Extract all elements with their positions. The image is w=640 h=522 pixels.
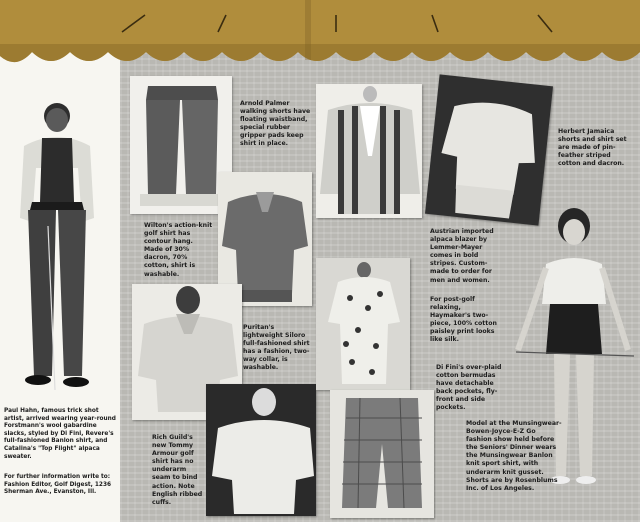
jamaica-shorts-and-shirt-photo — [425, 74, 553, 225]
wilton-golf-shirt-caption: Wilton's action-knit golf shirt has contour hang. Made of 30% dacron, 70% cotton, shirt is washable. — [144, 222, 213, 278]
haymaker-paisley-caption: For post-golf relaxing, Haymaker's two-piece, 100% cotton paisley print looks like silk. — [430, 296, 497, 344]
paisley-print-two-piece-photo — [316, 258, 410, 390]
walking-shorts-photo — [130, 76, 232, 214]
austrian-blazer-caption: Austrian imported alpaca blazer by Lemmer-Mayer comes in bold stripes. Custom-made to order for men and women. — [430, 228, 494, 284]
di-fini-bermudas-caption: Di Fini's over-plaid cotton bermudas have detachable back pockets, fly-front and side pockets. — [436, 364, 502, 412]
herbert-jamaica-caption: Herbert Jamaica shorts and shirt set are made of pin-feather striped cotton and dacron. — [558, 128, 627, 168]
plaid-bermudas-photo — [330, 390, 434, 518]
paul-hahn-figure-photo — [8, 98, 104, 398]
paul-hahn-caption: Paul Hahn, famous trick shot artist, arrived wearing year-round Forstmann's wool gabardine slacks, styled by Di Fini, Revere's full-fashioned Banlon shirt, and Catalina's "Top Flight" alpaca sweater. — [4, 408, 116, 460]
arnold-palmer-shorts-caption: Arnold Palmer walking shorts have floating waistband, special rubber gripper pads keep shirt in place. — [240, 100, 311, 148]
munsingwear-model-caption: Model at the Munsingwear-Bowen-Joyce-E-Z Go fashion show held before the Seniors' Dinner wears the Munsingwear Banlon knit sport shirt, with underarm knit gusset. Shorts are by Rosenblums Inc. of Los Angeles. — [466, 420, 562, 492]
further-information-note: For further information write to: Fashion Editor, Golf Digest, 1236 Sherman Ave., Evanston, Ill. — [4, 474, 112, 496]
puritan-shirt-caption: Puritan's lightweight Siloro full-fashioned shirt has a fashion, two-way collar, is washable. — [243, 324, 310, 372]
striped-alpaca-blazer-photo — [316, 84, 422, 218]
awning-canopy-illustration — [0, 0, 640, 90]
tommy-armour-golf-shirt-photo — [206, 384, 316, 516]
rich-guild-shirt-caption: Rich Guild's new Tommy Armour golf shirt has no underarm seam to bind action. Note English ribbed cuffs. — [152, 434, 203, 506]
